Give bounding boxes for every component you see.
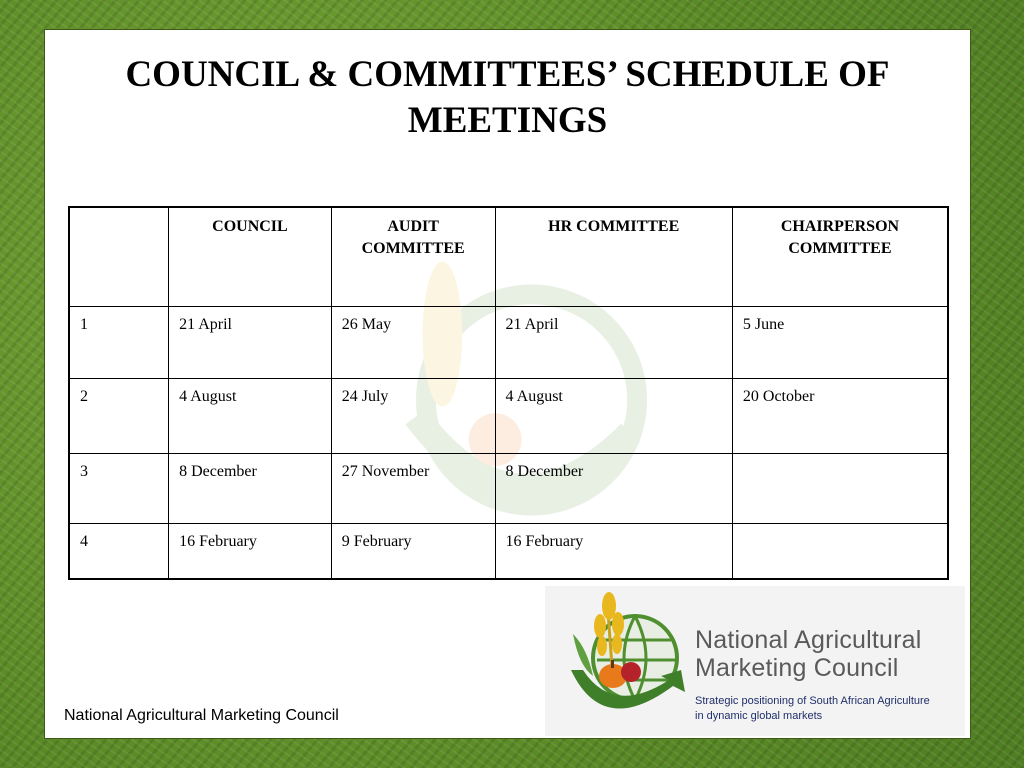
footer-org-name: National Agricultural Marketing Council [64,707,339,724]
table-cell: 16 February [169,523,332,579]
table-cell: 21 April [495,306,732,378]
slide [44,29,971,739]
table-cell: 8 December [495,453,732,523]
namc-logo [545,586,965,736]
table-cell: 4 August [169,378,332,453]
header-cell: CHAIRPERSON COMMITTEE [732,207,948,306]
table-cell: 4 August [495,378,732,453]
table-cell [732,453,948,523]
table-cell: 5 June [732,306,948,378]
logo-tagline: Strategic positioning of South African Agriculture in dynamic global markets [695,695,930,722]
table-cell: 21 April [169,306,332,378]
table-header-row [69,207,948,306]
namc-emblem-icon [553,588,703,736]
logo-org-name: National Agricultural Marketing Council [695,626,922,682]
table-cell: 27 November [331,453,495,523]
table-row [69,306,948,378]
header-cell: AUDIT COMMITTEE [331,207,495,306]
table-cell: 26 May [331,306,495,378]
table-cell: 9 February [331,523,495,579]
table-cell: 2 [69,378,169,453]
table-cell: 4 [69,523,169,579]
header-cell: COUNCIL [169,207,332,306]
table-cell: 8 December [169,453,332,523]
header-cell [69,207,169,306]
table-cell: 16 February [495,523,732,579]
table-cell: 3 [69,453,169,523]
table-cell: 20 October [732,378,948,453]
table-cell: 1 [69,306,169,378]
table-row [69,523,948,579]
table-cell: 24 July [331,378,495,453]
schedule-table [68,206,949,580]
table-cell [732,523,948,579]
header-cell: HR COMMITTEE [495,207,732,306]
slide-title: COUNCIL & COMMITTEES’ SCHEDULE OF MEETINGS [125,54,890,141]
table-row [69,453,948,523]
table-row [69,378,948,453]
